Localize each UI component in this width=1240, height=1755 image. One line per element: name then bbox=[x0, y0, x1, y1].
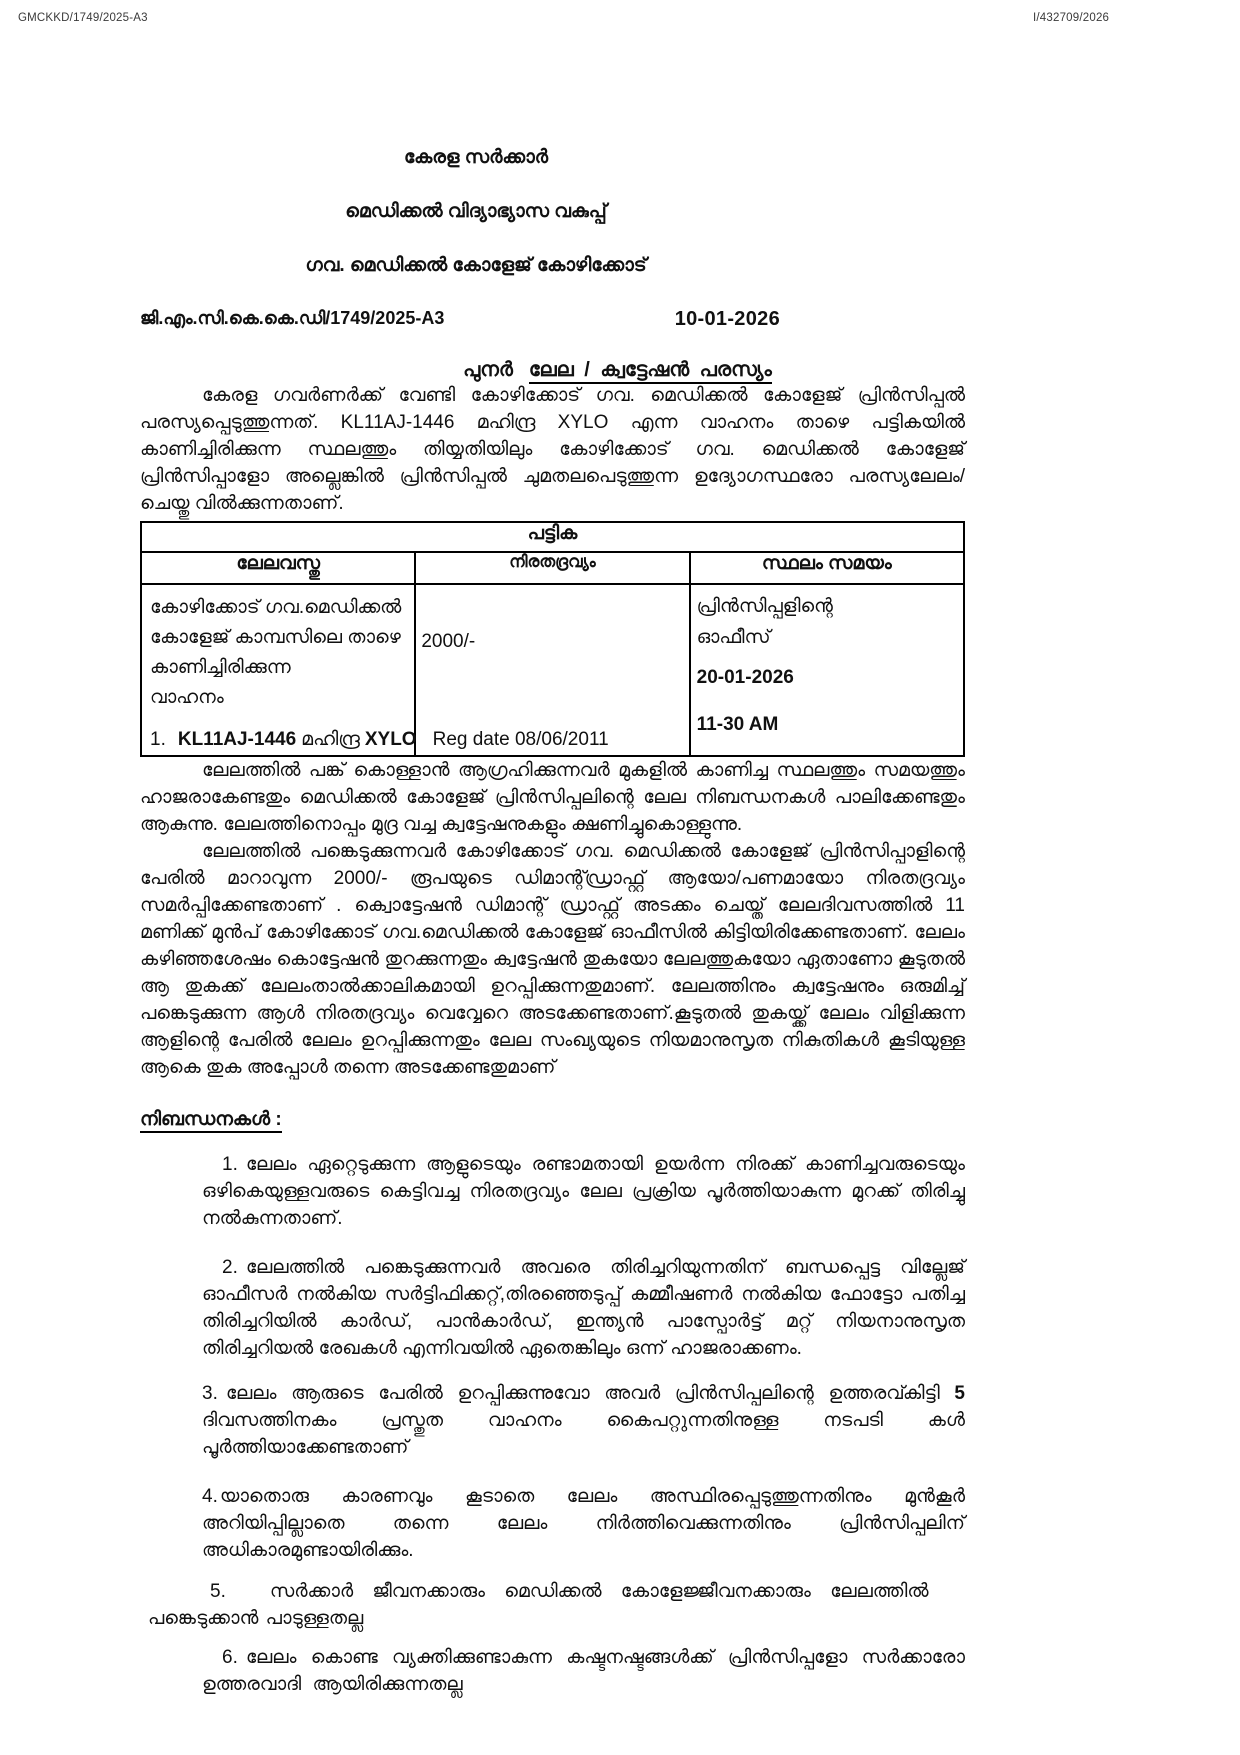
item-description-line1: കോഴിക്കോട് ഗവ.മെഡിക്കൽ കോളേജ് കാമ്പസിലെ താഴെ കാണിച്ചിരിക്കുന്ന bbox=[150, 597, 402, 678]
condition-number: 1. bbox=[222, 1154, 238, 1175]
condition-item-6 bbox=[202, 1644, 965, 1698]
cell-place-time bbox=[690, 584, 964, 756]
condition-item-2 bbox=[202, 1254, 965, 1362]
emd-amount: 2000/- bbox=[421, 631, 476, 652]
reference-row bbox=[140, 308, 965, 331]
condition-text: സർക്കാർ ജീവനക്കാരും മെഡിക്കൽ കോളേജ്ജീവനക്കാരും ലേലത്തിൽ bbox=[269, 1581, 929, 1602]
condition-number: 6. bbox=[222, 1647, 238, 1668]
auction-place-line1: പ്രിൻസിപ്പളിന്റെ bbox=[696, 596, 833, 617]
vehicle-make: മഹിന്ദ്ര bbox=[301, 729, 360, 750]
auction-date: 20-01-2026 bbox=[696, 667, 794, 688]
subject-prefix: പുനർ bbox=[463, 359, 513, 381]
vehicle-registration-date: Reg date 08/06/2011 bbox=[432, 729, 609, 750]
vehicle-serial-number: 1. bbox=[150, 729, 166, 750]
condition-number: 3. bbox=[202, 1383, 218, 1404]
condition-text: ലേലം ഏറ്റെടുക്കുന്ന ആളുടെയും രണ്ടാമതായി ഉയർന്ന നിരക്ക് കാണിച്ചവരുടെയും ഒഴികെയുള്ളവരുടെ കെട്ടിവച്ച നിരതദ്രവ്യം ലേല പ്രക്രിയ പൂർത്തിയാകുന്ന മുറക്ക് തിരിച്ചു നൽകുന്നതാണ്. bbox=[202, 1154, 965, 1229]
title-department: മെഡിക്കൽ വിദ്യാഭ്യാസ വകുപ്പ് bbox=[345, 201, 607, 222]
condition-days-count: 5 bbox=[954, 1383, 965, 1404]
column-header-item: ലേലവസ്തു bbox=[141, 552, 415, 584]
condition-number: 5. bbox=[210, 1581, 226, 1602]
document-date: 10-01-2026 bbox=[674, 308, 780, 330]
subject-line bbox=[270, 359, 965, 382]
document-header bbox=[140, 0, 812, 278]
condition-item-5 bbox=[148, 1578, 965, 1632]
condition-text: ലേലം കൊണ്ട വ്യക്തിക്കുണ്ടാകുന്ന കഷ്ടനഷ്ടങ്ങൾക്ക് പ്രിൻസിപ്പളോ സർക്കാരോ ഉത്തരവാദി ആയിരിക്കുന്നതല്ല bbox=[202, 1647, 965, 1695]
conditions-heading bbox=[140, 1109, 965, 1131]
condition-text: ലേലത്തിൽ പങ്കെടുക്കുന്നവർ അവരെ തിരിച്ചറിയുന്നതിന് ബന്ധപ്പെട്ട വില്ലേജ് ഓഫീസർ നൽകിയ സർട്ടിഫിക്കറ്റ്,തിരഞ്ഞെടുപ്പ് കമ്മീഷണർ നൽകിയ ഫോട്ടോ പതിച്ച തിരിച്ചറിയിൽ കാർഡ്, പാൻകാർഡ്, ഇന്ത്യൻ പാസ്പോർട്ട് മറ്റ് നിയനാനുസൃത തിരിച്ചറിയൽ രേഖകൾ എന്നിവയിൽ ഏതെങ്കിലും ഒന്ന് ഹാജരാക്കണം. bbox=[202, 1257, 965, 1359]
condition-text: ദിവസത്തിനകം പ്രസ്തുത വാഹനം കൈപറ്റുന്നതിനുള്ള നടപടി കൾ പൂർത്തിയാക്കേണ്ടതാണ് bbox=[202, 1410, 965, 1458]
condition-text: യാതൊരു കാരണവും കൂടാതെ ലേലം അസ്ഥിരപ്പെടുത്തുന്നതിനും മുൻകൂർ അറിയിപ്പില്ലാതെ തന്നെ ലേലം നിർത്തിവെക്കുന്നതിനും പ്രിൻസിപ്പലിന് അധികാരമുണ്ടായിരിക്കും. bbox=[202, 1486, 965, 1561]
column-header-emd: നിരതദ്രവ്യം bbox=[415, 552, 689, 584]
condition-item-1 bbox=[202, 1151, 965, 1232]
condition-text-line2: പങ്കെടുക്കാൻ പാടുള്ളതല്ല bbox=[148, 1608, 364, 1629]
participation-paragraph: ലേലത്തിൽ പങ്ക് കൊള്ളാൻ ആഗ്രഹിക്കുന്നവർ മുകളിൽ കാണിച്ച സ്ഥലത്തും സമയത്തും ഹാജരാകേണ്ടതും മെഡിക്കൽ കോളേജ് പ്രിൻസിപ്പലിന്റെ ലേല നിബന്ധനകൾ പാലിക്കേണ്ടതും ആകുന്നു. ലേലത്തിനൊപ്പം മുദ്ര വച്ച ക്വട്ടേഷനുകളും ക്ഷണിച്ചുകൊള്ളുന്നു. bbox=[140, 760, 965, 835]
reference-number: ജി.എം.സി.കെ.കെ.ഡി/1749/2025-A3 bbox=[140, 308, 445, 328]
condition-text: ലേലം ആരുടെ പേരിൽ ഉറപ്പിക്കുന്നുവോ അവർ പ്രിൻസിപ്പലിന്റെ ഉത്തരവ്കിട്ടി bbox=[225, 1383, 955, 1404]
condition-item-3 bbox=[202, 1380, 965, 1461]
vehicle-entry bbox=[150, 725, 609, 755]
title-government: കേരള സർക്കാർ bbox=[404, 147, 548, 168]
file-ref-top-right: I/432709/2026 bbox=[1033, 12, 1110, 24]
table-caption-row bbox=[141, 522, 964, 552]
condition-number: 4. bbox=[202, 1486, 218, 1507]
title-institution: ഗവ. മെഡിക്കൽ കോളേജ് കോഴിക്കോട് bbox=[305, 255, 647, 276]
item-description-line2: വാഹനം bbox=[150, 687, 224, 708]
condition-line1-wrap bbox=[210, 1578, 965, 1605]
auction-time: 11-30 AM bbox=[696, 714, 779, 735]
vehicle-model: XYLO bbox=[364, 729, 417, 750]
auction-place-line2: ഓഫീസ് bbox=[696, 627, 771, 648]
column-header-place-time: സ്ഥലം സമയം bbox=[690, 552, 964, 584]
table-header-row bbox=[141, 552, 964, 584]
table-body-row bbox=[141, 584, 964, 756]
subject-underlined-text: ലേല / ക്വട്ടേഷൻ പരസ്യം bbox=[529, 359, 772, 384]
conditions-heading-text: നിബന്ധനകൾ : bbox=[140, 1109, 282, 1133]
vehicle-registration-number: KL11AJ-1446 bbox=[177, 729, 297, 750]
condition-item-4 bbox=[202, 1483, 965, 1564]
intro-paragraph: കേരള ഗവർണർക്ക് വേണ്ടി കോഴിക്കോട് ഗവ. മെഡിക്കൽ കോളേജ് പ്രിൻസിപ്പൽ പരസ്യപ്പെടുത്തുന്നത്. KL11AJ-1446 മഹിന്ദ്ര XYLO എന്ന വാഹനം താഴെ പട്ടികയിൽ കാണിച്ചിരിക്കുന്ന സ്ഥലത്തും തിയ്യതിയിലും കോഴിക്കോട് ഗവ. മെഡിക്കൽ കോളേജ് പ്രിൻസിപ്പാളോ അല്ലെങ്കിൽ പ്രിൻസിപ്പൽ ചുമതലപെടുത്തുന്ന ഉദ്യോഗസ്ഥരോ പരസ്യലേലം/ ചെയ്തു വിൽക്കുന്നതാണ്. bbox=[140, 385, 966, 514]
payment-paragraph: ലേലത്തിൽ പങ്കെടുക്കുന്നവർ കോഴിക്കോട് ഗവ. മെഡിക്കൽ കോളേജ് പ്രിൻസിപ്പാളിന്റെ പേരിൽ മാറാവുന്ന 2000/- രൂപയുടെ ഡിമാന്റ്ഡ്രാഫ്റ്റ് ആയോ/പണമായോ നിരതദ്രവ്യം സമർപ്പിക്കേണ്ടതാണ് . ക്വൊട്ടേഷൻ ഡിമാന്റ് ഡ്രാഫ്റ്റ് അടക്കം ചെയ്ത് ലേലദിവസത്തിൽ 11 മണിക്ക് മുൻപ് കോഴിക്കോട് ഗവ.മെഡിക്കൽ കോളേജ് ഓഫീസിൽ കിട്ടിയിരിക്കേണ്ടതാണ്. ലേലം കഴിഞ്ഞശേഷം കൊട്ടേഷൻ തുറക്കുന്നതും ക്വട്ടേഷൻ തുകയോ ലേലത്തുകയോ ഏതാണോ കൂടുതൽ ആ തുകക്ക് ലേലംതാൽക്കാലികമായി ഉറപ്പിക്കുന്നതുമാണ്. ലേലത്തിനും ക്വട്ടേഷനും ഒരുമിച്ച് പങ്കെടുക്കുന്ന ആൾ നിരതദ്രവ്യം വെവ്വേറെ അടക്കേണ്ടതാണ്.കൂടുതൽ തുകയ്ക്ക് ലേലം വിളിക്കുന്ന ആളിന്റെ പേരിൽ ലേലം ഉറപ്പിക്കുന്നതും ലേല സംഖ്യയുടെ നിയമാനുസൃത നികുതികൾ കൂടിയുള്ള ആകെ തുക അപ്പോൾ തന്നെ അടക്കേണ്ടതുമാണ് bbox=[140, 841, 965, 1078]
condition-number: 2. bbox=[222, 1257, 238, 1278]
table-caption: പട്ടിക bbox=[141, 522, 964, 552]
file-ref-top-left: GMCKKD/1749/2025-A3 bbox=[18, 12, 148, 24]
document-content bbox=[140, 0, 965, 1698]
schedule-table bbox=[140, 521, 965, 757]
